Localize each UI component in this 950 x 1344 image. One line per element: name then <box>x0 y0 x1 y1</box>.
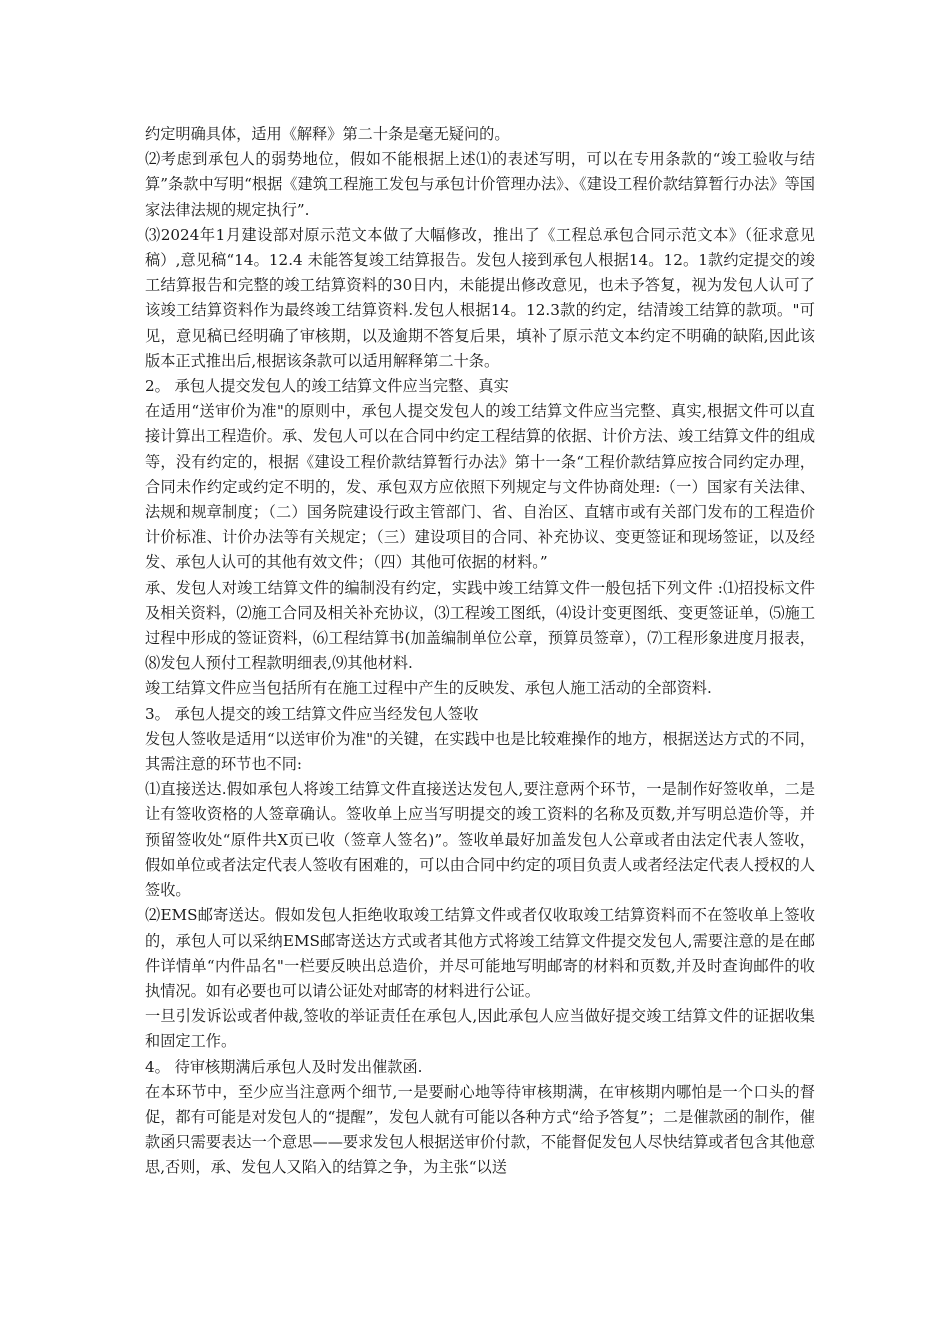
section-heading-2: 2。 承包人提交发包人的竣工结算文件应当完整、真实 <box>145 377 509 396</box>
paragraph-11: ⑵EMS邮寄送达。假如发包人拒绝收取竣工结算文件或者仅收取竣工结算资料而不在签收单上签收的，承包人可以采纳EMS邮寄送达方式或者其他方式将竣工结算文件提交发包人,需要注意的是在邮件详情单“内件品名"一栏要反映出总造价，并尽可能地写明邮寄的材料和页数,并及时查询邮件的收执情况。如有必要也可以请公证处对邮寄的材料进行公证。 <box>145 906 815 1000</box>
section-heading-3: 3。 承包人提交的竣工结算文件应当经发包人签收 <box>145 704 479 723</box>
paragraph-10: ⑴直接送达.假如承包人将竣工结算文件直接送达发包人,要注意两个环节，一是制作好签收单，二是让有签收资格的人签章确认。签收单上应当写明提交的竣工资料的名称及页数,并写明总造价等，并预留签收处“原件共X页已收（签章人签名)”。签收单最好加盖发包人公章或者由法定代表人签收，假如单位或者法定代表人签收有困难的，可以由合同中约定的项目负责人或者经法定代表人授权的人签收。 <box>145 780 815 900</box>
section-heading-4: 4。 待审核期满后承包人及时发出催款函. <box>145 1057 423 1076</box>
document-page <box>145 122 815 1181</box>
paragraph-6: 承、发包人对竣工结算文件的编制没有约定，实践中竣工结算文件一般包括下列文件 :⑴招投标文件及相关资料，⑵施工合同及相关补充协议，⑶工程竣工图纸，⑷设计变更图纸、变更签证单，⑸施工过程中形成的签证资料，⑹工程结算书(加盖编制单位公章，预算员签章），⑺工程形象进度月报表，⑻发包人预付工程款明细表,⑼其他材料. <box>145 578 815 673</box>
paragraph-5: 在适用“送审价为准"的原则中，承包人提交发包人的竣工结算文件应当完整、真实,根据文件可以直接计算出工程造价。承、发包人可以在合同中约定工程结算的依据、计价方法、竣工结算文件的组成等，没有约定的，根据《建设工程价款结算暂行办法》第十一条“工程价款结算应按合同约定办理，合同未作约定或约定不明的，发、承包双方应依照下列规定与文件协商处理:（一）国家有关法律、法规和规章制度；（二）国务院建设行政主管部门、省、自治区、直辖市或有关部门发布的工程造价计价标准、计价办法等有关规定；（三）建设项目的合同、补充协议、变更签证和现场签证，以及经发、承包人认可的其他有效文件；（四）其他可依据的材料。” <box>145 402 815 572</box>
paragraph-9: 发包人签收是适用“以送审价为准"的关键，在实践中也是比较难操作的地方，根据送达方式的不同，其需注意的环节也不同: <box>145 729 815 774</box>
paragraph-2: ⑵考虑到承包人的弱势地位，假如不能根据上述⑴的表述写明，可以在专用条款的“竣工验收与结算”条款中写明“根据《建筑工程施工发包与承包计价管理办法》、《建设工程价款结算暂行办法》等国家法律法规的规定执行”. <box>145 150 815 219</box>
paragraph-14: 在本环节中，至少应当注意两个细节,一是要耐心地等待审核期满，在审核期内哪怕是一个口头的督促，都有可能是对发包人的“提醒”，发包人就有可能以各种方式“给予答复”；二是催款函的制作，催款函只需要表达一个意思——要求发包人根据送审价付款，不能督促发包人尽快结算或者包含其他意思,否则，承、发包人又陷入的结算之争，为主张“以送 <box>145 1082 815 1177</box>
paragraph-12: 一旦引发诉讼或者仲裁,签收的举证责任在承包人,因此承包人应当做好提交竣工结算文件的证据收集和固定工作。 <box>145 1007 815 1051</box>
paragraph-1: 约定明确具体，适用《解释》第二十条是毫无疑问的。 <box>145 125 510 143</box>
paragraph-7: 竣工结算文件应当包括所有在施工过程中产生的反映发、承包人施工活动的全部资料. <box>145 679 712 698</box>
paragraph-3: ⑶2024年1月建设部对原示范文本做了大幅修改，推出了《工程总承包合同示范文本》（征求意见稿）,意见稿“14。12.4 未能答复竣工结算报告。发包人接到承包人根据14。12。1款约定提交的竣工结算报告和完整的竣工结算资料的30日内，未能提出修改意见，也未予答复，视为发包人认可了该竣工结算资料作为最终竣工结算资料.发包人根据14。12.3款的约定，结清竣工结算的款项。"可见，意见稿已经明确了审核期，以及逾期不答复后果，填补了原示范文本约定不明确的缺陷,因此该版本正式推出后,根据该条款可以适用解释第二十条。 <box>145 225 815 370</box>
